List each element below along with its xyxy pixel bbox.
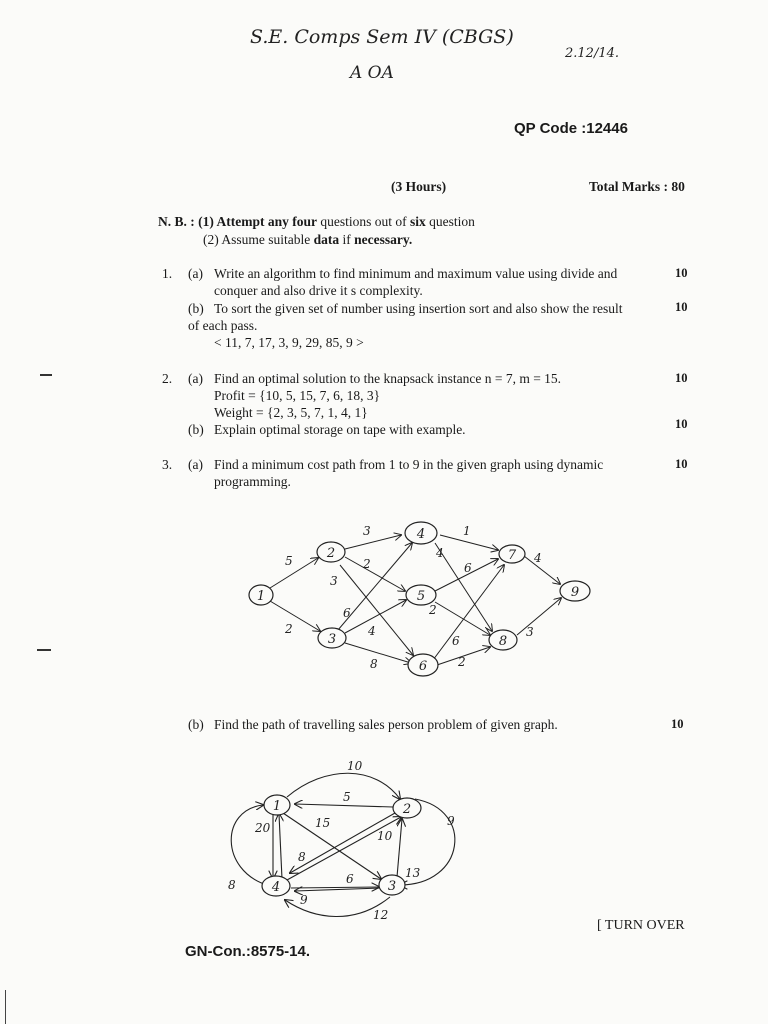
scan-mark-2 — [37, 649, 51, 651]
node-4-label: 4 — [416, 527, 426, 542]
q1b-line1: To sort the given set of number using insertion sort and also show the result — [214, 301, 623, 316]
label-1-3: 2 — [285, 622, 293, 636]
q2a-label: (a) — [188, 371, 203, 386]
q1a-marks: 10 — [675, 266, 688, 280]
handwritten-course: S.E. Comps Sem IV (CBGS) — [250, 26, 514, 48]
edge-1-3 — [270, 601, 320, 631]
q1b-marks: 10 — [675, 300, 688, 314]
q1a-line1: Write an algorithm to find minimum and maximum value using divide and — [214, 266, 618, 281]
label-8-9: 3 — [526, 625, 534, 639]
instruction-1 — [158, 213, 475, 230]
label-5-8: 2 — [429, 603, 437, 617]
edge-2-1 — [295, 804, 393, 807]
tsp-label-3-2: 13 — [405, 866, 421, 880]
instruction-2 — [203, 231, 412, 248]
edge-4-3 — [291, 887, 379, 888]
line2-bold-necessary: necessary. — [354, 232, 413, 247]
q3b-line1: Find the path of travelling sales person problem of given graph. — [214, 717, 558, 732]
edge-3-6 — [345, 643, 411, 663]
q2b-marks: 10 — [675, 417, 688, 431]
q1a-label: (a) — [188, 266, 203, 281]
node-8-label: 8 — [498, 634, 508, 649]
nb-end: question — [425, 214, 475, 229]
q1b-label: (b) — [188, 301, 204, 316]
q3b-marks: 10 — [671, 717, 684, 731]
tsp-label-left-1-4: 20 — [255, 821, 271, 835]
scan-edge-line — [5, 990, 6, 1024]
label-4-8: 4 — [436, 546, 444, 560]
node-9-label: 9 — [570, 585, 580, 600]
edge-2-4 — [345, 535, 401, 549]
q1-number: 1. — [162, 266, 173, 281]
tsp-label-bottom: 12 — [373, 908, 389, 922]
label-2-5: 2 — [363, 557, 371, 571]
q3b-label: (b) — [188, 717, 204, 732]
edge-2-4 — [290, 813, 395, 873]
edge-7-9 — [524, 556, 560, 584]
label-7-9: 4 — [534, 551, 542, 565]
edge-3-2 — [397, 819, 402, 877]
q2-number: 2. — [162, 371, 173, 386]
edge-3-4 — [295, 888, 381, 891]
nb-mid: questions out of — [317, 214, 410, 229]
edge-5-8 — [435, 602, 490, 635]
line2-mid: if — [339, 232, 355, 247]
line2-bold-data: data — [313, 232, 340, 247]
tsp-label-top: 10 — [347, 759, 363, 773]
label-3-4: 6 — [343, 606, 351, 620]
q3a-marks: 10 — [675, 457, 688, 471]
tsp-label-outer-left: 8 — [228, 878, 236, 892]
label-6-8: 2 — [458, 655, 466, 669]
gn-con-code: GN-Con.:8575-14. — [185, 943, 311, 960]
tsp-label-4-3: 6 — [346, 872, 354, 886]
tsp-label-4-1: 8 — [298, 850, 306, 864]
q3a-line1: Find a minimum cost path from 1 to 9 in the given graph using dynamic — [214, 457, 604, 472]
node-7-label: 7 — [507, 548, 517, 563]
nb-bold-six: six — [410, 214, 426, 229]
q1b-line2: of each pass. — [188, 318, 258, 333]
handwritten-date: 2.12/14. — [565, 46, 619, 61]
tsp-label-2-1: 5 — [343, 790, 351, 804]
line2-prefix: (2) Assume suitable — [203, 232, 314, 247]
q1b-line3: < 11, 7, 17, 3, 9, 29, 85, 9 > — [214, 335, 364, 350]
edge-1-2 — [270, 558, 318, 588]
edge-2-6 — [340, 565, 413, 655]
label-4-7: 1 — [463, 524, 471, 538]
label-3-5: 4 — [368, 624, 376, 638]
tsp-label-right: 9 — [447, 814, 455, 828]
total-marks: Total Marks : 80 — [589, 179, 685, 194]
multistage-graph — [230, 505, 620, 685]
label-3-6: 8 — [370, 657, 378, 671]
q3a-line2: programming. — [214, 474, 291, 489]
label-2-4: 3 — [363, 524, 371, 538]
q2a-marks: 10 — [675, 371, 688, 385]
edge-8-9 — [517, 598, 561, 635]
node-2-label: 2 — [326, 546, 336, 561]
q3-number: 3. — [162, 457, 173, 472]
tsp-label-4-2-diag: 15 — [315, 816, 331, 830]
scan-mark-1 — [40, 374, 52, 376]
tsp-label-diag-2-4: 10 — [377, 829, 393, 843]
nb-bold-four: four — [292, 214, 317, 229]
tsp-label-3-4: 9 — [300, 893, 308, 907]
tsp-node-3-label: 3 — [387, 879, 397, 894]
edge-outer-left-4-1 — [231, 805, 267, 885]
node-5-label: 5 — [416, 589, 426, 604]
node-3-label: 3 — [327, 632, 337, 647]
q2a-line2: Profit = {10, 5, 15, 7, 6, 18, 3} — [214, 388, 381, 403]
turn-over: [ TURN OVER — [597, 918, 685, 933]
edge-4-1 — [279, 814, 282, 879]
q2a-line3: Weight = {2, 3, 5, 7, 1, 4, 1} — [214, 405, 368, 420]
q2b-line1: Explain optimal storage on tape with example. — [214, 422, 466, 437]
node-1-label: 1 — [256, 589, 266, 604]
label-1-2: 5 — [285, 554, 293, 568]
q2a-line1: Find an optimal solution to the knapsack instance n = 7, m = 15. — [214, 371, 562, 386]
qp-code: QP Code :12446 — [514, 120, 628, 137]
node-6-label: 6 — [418, 659, 428, 674]
label-5-7: 6 — [464, 561, 472, 575]
edge-4-2 — [287, 817, 401, 880]
label-6-7: 6 — [452, 634, 460, 648]
tsp-graph — [215, 755, 475, 925]
nb-prefix: N. B. : (1) Attempt any — [158, 214, 293, 229]
tsp-node-4-label: 4 — [271, 880, 281, 895]
duration: (3 Hours) — [391, 179, 447, 194]
tsp-node-2-label: 2 — [402, 802, 412, 817]
q1a-line2: conquer and also drive it s complexity. — [214, 283, 423, 298]
tsp-node-1-label: 1 — [272, 799, 282, 814]
q3a-label: (a) — [188, 457, 203, 472]
q2b-label: (b) — [188, 422, 204, 437]
handwritten-subject: A OA — [350, 63, 394, 83]
label-2-6: 3 — [330, 574, 338, 588]
